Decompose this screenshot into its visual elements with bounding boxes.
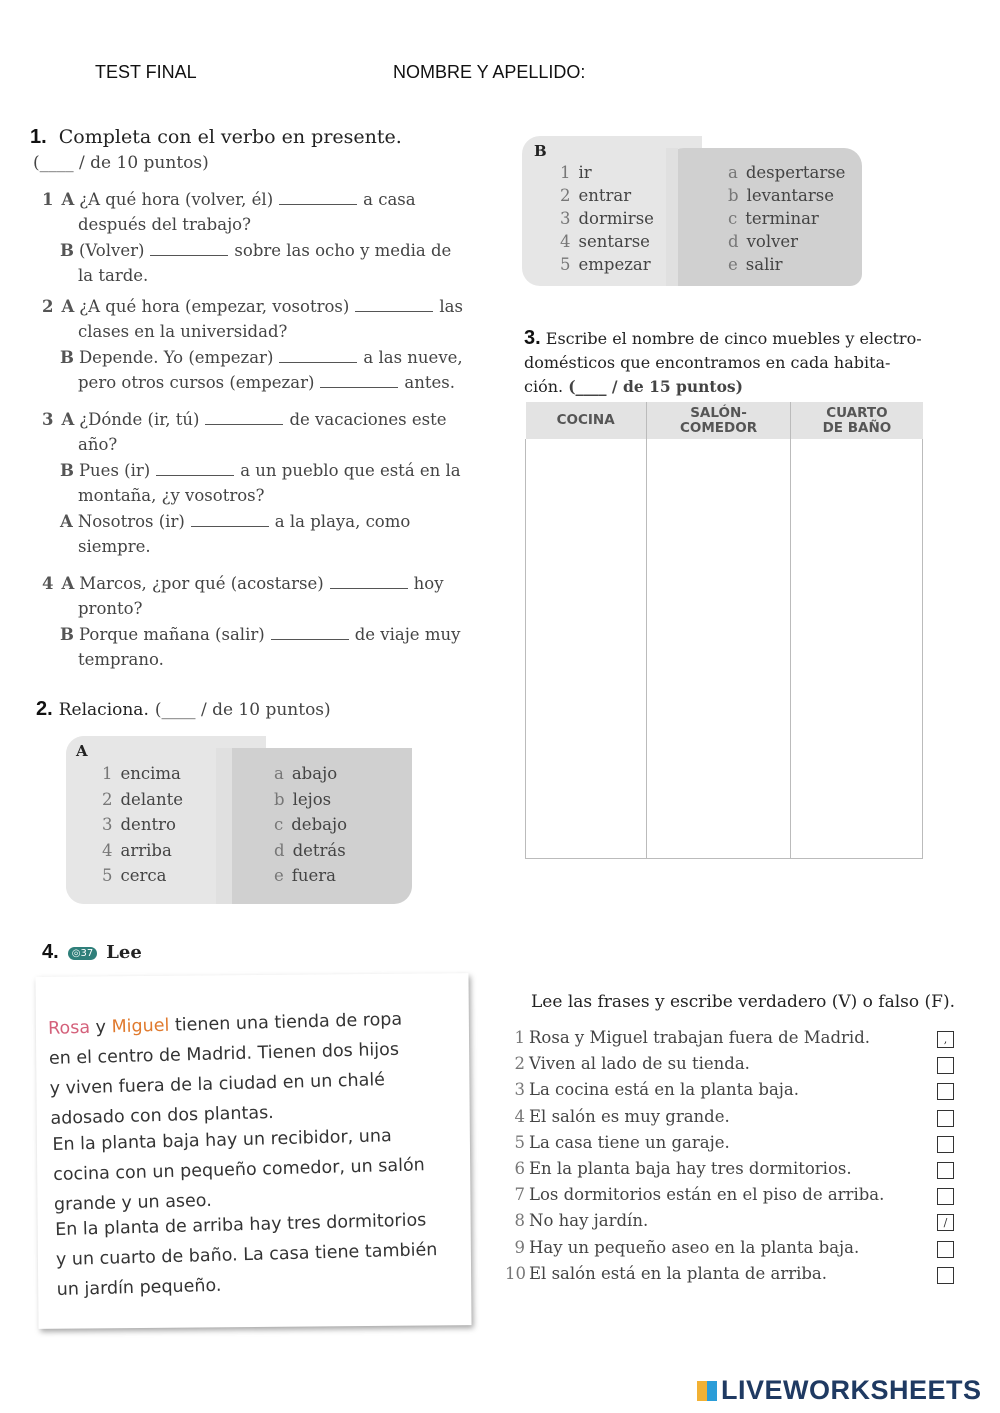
relation-word: abajo: [291, 764, 338, 783]
relation-item-right[interactable]: [728, 255, 783, 274]
ex1-line: [42, 571, 444, 596]
speaker: A: [60, 512, 73, 531]
vf-statement: [505, 1264, 827, 1283]
speaker: B: [60, 241, 74, 260]
brand-icon: [697, 1381, 717, 1401]
col-salon-b: COMEDOR: [679, 419, 758, 436]
box-a-label: A: [76, 742, 88, 760]
relation-key: 4: [560, 232, 571, 251]
sentence-text: ¿A qué hora (volver, él): [79, 190, 274, 209]
relation-item-right[interactable]: [728, 163, 845, 182]
sentence-text: de viaje muy: [354, 625, 461, 644]
ex1-line: [42, 294, 463, 319]
relation-word: delante: [120, 789, 183, 809]
relation-key: 5: [560, 255, 571, 274]
vf-checkbox[interactable]: /: [937, 1214, 954, 1231]
p2-line3: grande y un aseo.: [53, 1190, 213, 1215]
relation-key: 2: [102, 789, 113, 809]
relation-word: levantarse: [746, 186, 834, 205]
relation-item-right[interactable]: [274, 764, 337, 783]
speaker: A: [61, 190, 75, 209]
statement-text: Los dormitorios están en el piso de arriba.: [529, 1185, 885, 1205]
statement-text: Viven al lado de su tienda.: [529, 1054, 750, 1074]
ex1-line: [78, 212, 251, 237]
vf-checkbox[interactable]: [937, 1110, 954, 1127]
sentence-text: antes.: [404, 373, 455, 392]
relation-item-left[interactable]: [102, 764, 181, 783]
ex4-heading: [42, 941, 142, 964]
statement-number: 3: [514, 1080, 525, 1100]
name-label: NOMBRE Y APELLIDO:: [393, 62, 586, 82]
sentence-text: (Volver): [78, 241, 145, 260]
vf-checkbox[interactable]: [937, 1267, 954, 1284]
answer-cell-bano[interactable]: [791, 439, 923, 859]
statement-text: No hay jardín.: [529, 1211, 649, 1231]
relation-key: 5: [102, 866, 113, 885]
speaker: B: [60, 625, 74, 644]
ex2-number: 2.: [36, 698, 53, 720]
ex1-line: [78, 263, 148, 288]
sentence-text: Nosotros (ir): [77, 512, 185, 531]
statement-text: La cocina está en la planta baja.: [529, 1080, 799, 1100]
ex1-line: [78, 432, 117, 457]
relation-item-left[interactable]: [560, 163, 592, 182]
relation-item-right[interactable]: [728, 209, 819, 228]
relation-key: e: [728, 255, 738, 274]
item-number: 1: [42, 190, 54, 209]
ex2-points: (____ / de 10 puntos): [154, 700, 331, 720]
ex4-title: Lee: [106, 942, 142, 963]
ex1-title: Completa con el verbo en presente.: [58, 126, 402, 148]
relation-item-left[interactable]: [560, 209, 654, 228]
ex2-title: Relaciona.: [58, 700, 149, 720]
answer-blank[interactable]: [279, 348, 357, 363]
col-salon-a: SALÓN-: [690, 404, 747, 421]
answer-blank[interactable]: [279, 190, 357, 205]
ex2-heading: [36, 698, 331, 721]
statement-text: Hay un pequeño aseo en la planta baja.: [529, 1237, 860, 1257]
answer-blank[interactable]: [156, 461, 234, 476]
ex3-points: (____ / de 15 puntos): [568, 377, 743, 396]
relation-word: dentro: [120, 815, 176, 834]
p1-line2: en el centro de Madrid. Tienen dos hijos: [48, 1039, 400, 1069]
relation-key: 1: [560, 163, 571, 182]
ex1-line: [78, 647, 164, 672]
relation-word: volver: [746, 232, 799, 251]
answer-blank[interactable]: [320, 373, 398, 388]
speaker: A: [61, 410, 75, 429]
vf-checkbox[interactable]: [937, 1057, 954, 1074]
sentence-text: hoy: [413, 574, 444, 593]
ex1-line: [78, 483, 264, 508]
sentence-text: Depende. Yo (empezar): [78, 348, 274, 367]
relation-item-right[interactable]: [274, 815, 347, 834]
vf-statement: [505, 1054, 750, 1073]
relation-word: fuera: [291, 866, 336, 885]
relation-key: c: [728, 209, 738, 228]
ex1-line: [78, 370, 455, 395]
vf-checkbox[interactable]: [937, 1162, 954, 1179]
speaker: A: [61, 297, 75, 316]
reading-note: [35, 973, 471, 1329]
relation-key: 2: [560, 186, 571, 205]
vf-checkbox[interactable]: ,: [937, 1031, 954, 1048]
col-bano: [791, 402, 923, 439]
sentence-text: a casa: [363, 190, 416, 209]
sentence-text: Porque mañana (salir): [78, 625, 265, 644]
speaker: B: [60, 348, 74, 367]
ex1-line: [42, 407, 446, 432]
sentence-text: ¿A qué hora (empezar, vosotros): [79, 297, 350, 316]
relation-word: empezar: [578, 255, 651, 274]
sentence-text: de vacaciones este: [289, 410, 447, 429]
relation-item-right[interactable]: [274, 866, 336, 885]
sentence-text: sobre las ocho y media de: [234, 241, 452, 260]
relation-key: b: [728, 186, 739, 205]
relation-item-right[interactable]: [274, 790, 331, 809]
sentence-text: Pues (ir): [78, 461, 151, 480]
ex1-points: (____ / de 10 puntos): [33, 153, 209, 173]
relation-item-right[interactable]: [728, 186, 834, 205]
vf-statement: [505, 1159, 852, 1178]
answer-cell-salon[interactable]: [646, 439, 791, 859]
relation-item-right[interactable]: [274, 841, 346, 860]
relation-word: lejos: [292, 789, 332, 809]
item-number: 4: [42, 574, 54, 593]
ex1-line: [60, 458, 461, 483]
ex1-number: 1.: [30, 126, 47, 148]
p1-rest: tienen una tienda de ropa: [174, 1009, 403, 1036]
statement-text: La casa tiene un garaje.: [529, 1132, 730, 1152]
relation-key: e: [274, 866, 284, 885]
sentence-text: temprano.: [78, 650, 164, 669]
p1-y: y: [95, 1017, 107, 1038]
furniture-table: [525, 402, 923, 859]
relation-key: 3: [102, 815, 113, 834]
sentence-text: clases en la universidad?: [78, 322, 288, 341]
relation-item-right[interactable]: [728, 232, 798, 251]
statement-number: 9: [514, 1237, 525, 1257]
vf-checkbox[interactable]: [937, 1241, 954, 1258]
relation-word: despertarse: [745, 163, 846, 182]
relation-word: entrar: [578, 186, 632, 205]
statement-number: 1: [514, 1028, 525, 1047]
sentence-text: Marcos, ¿por qué (acostarse): [79, 574, 324, 593]
ex3-line3: ción.: [524, 377, 564, 396]
relation-item-left[interactable]: [102, 841, 172, 860]
ex3-number: 3.: [524, 327, 541, 349]
relation-word: cerca: [120, 866, 167, 885]
reading-p3: [55, 1205, 439, 1305]
relation-word: arriba: [120, 840, 172, 860]
p3-line1: En la planta de arriba hay tres dormitorios: [54, 1210, 427, 1241]
relation-item-left[interactable]: [560, 186, 631, 205]
name-miguel: Miguel: [111, 1015, 170, 1038]
ex3-line2: domésticos que encontramos en cada habita-: [524, 353, 891, 372]
statement-text: El salón es muy grande.: [529, 1106, 730, 1126]
sentence-text: año?: [78, 435, 118, 454]
box-b: [522, 136, 862, 286]
vf-statement: [505, 1107, 730, 1126]
p2-line1: En la planta baja hay un recibidor, una: [52, 1126, 392, 1155]
audio-icon[interactable]: ◎37: [68, 947, 97, 960]
brand-name: LIVEWORKSHEETS: [721, 1375, 982, 1405]
ex1-heading: [30, 126, 402, 149]
item-number: 3: [42, 410, 54, 429]
vf-instruction: Lee las frases y escribe verdadero (V) o falso (F).: [531, 992, 955, 1012]
sentence-text: después del trabajo?: [78, 215, 251, 234]
relation-key: 3: [560, 209, 571, 228]
sentence-text: siempre.: [78, 537, 151, 556]
statement-number: 5: [514, 1132, 525, 1152]
sentence-text: las: [439, 297, 463, 316]
relation-key: 4: [102, 840, 113, 860]
col-salon: [646, 402, 791, 439]
p1-line3: y viven fuera de la ciudad en un chalé: [49, 1070, 386, 1099]
sentence-text: ¿Dónde (ir, tú): [79, 410, 200, 429]
ex1-line: [60, 345, 463, 370]
sentence-text: pronto?: [78, 599, 143, 618]
brand-logo: [697, 1375, 982, 1406]
vf-statement: [505, 1211, 648, 1230]
sentence-text: montaña, ¿y vosotros?: [78, 486, 265, 505]
audio-track: 37: [80, 947, 94, 959]
statement-number: 7: [514, 1185, 525, 1205]
sentence-text: pero otros cursos (empezar): [78, 373, 315, 392]
relation-word: ir: [578, 163, 592, 182]
answer-blank[interactable]: [330, 574, 408, 589]
statement-number: 6: [514, 1159, 525, 1178]
vf-statement: [505, 1028, 870, 1047]
test-title: TEST FINAL: [95, 62, 197, 82]
item-number: 2: [42, 297, 54, 316]
ex1-line: [60, 622, 460, 647]
sentence-text: a la playa, como: [274, 512, 411, 531]
relation-item-left[interactable]: [102, 866, 166, 885]
relation-word: dormirse: [578, 209, 654, 228]
relation-word: debajo: [291, 815, 348, 834]
vf-checkbox[interactable]: [937, 1188, 954, 1205]
p1-line4: adosado con dos plantas.: [50, 1103, 275, 1129]
ex1-line: [78, 534, 151, 559]
reading-p1: [48, 1005, 405, 1134]
speaker: B: [60, 461, 74, 480]
relation-item-left[interactable]: [102, 815, 176, 834]
ex3-heading: [524, 326, 924, 399]
sentence-text: la tarde.: [78, 266, 149, 285]
relation-word: sentarse: [578, 232, 650, 251]
relation-word: terminar: [745, 209, 819, 228]
vf-statement: [505, 1238, 859, 1257]
vf-checkbox[interactable]: [937, 1083, 954, 1100]
statement-text: El salón está en la planta de arriba.: [529, 1263, 828, 1283]
relation-item-left[interactable]: [560, 255, 651, 274]
box-b-label: B: [534, 142, 547, 160]
relation-key: d: [728, 232, 739, 251]
relation-key: d: [274, 840, 285, 860]
box-a: [66, 736, 412, 904]
p3-line3: un jardín pequeño.: [56, 1275, 222, 1301]
ex1-line: [60, 509, 410, 534]
ex4-number: 4.: [42, 941, 59, 963]
speaker: A: [61, 574, 75, 593]
ex1-line: [78, 596, 142, 621]
col-bano-b: DE BAÑO: [822, 419, 892, 436]
relation-key: a: [728, 163, 738, 182]
ex3-line1: Escribe el nombre de cinco muebles y electro-: [545, 329, 922, 348]
relation-key: c: [274, 815, 284, 834]
answer-blank[interactable]: [191, 512, 269, 527]
sentence-text: a las nueve,: [363, 348, 463, 367]
relation-word: detrás: [292, 840, 346, 860]
relation-key: b: [274, 789, 285, 809]
sentence-text: a un pueblo que está en la: [240, 461, 461, 480]
statement-text: En la planta baja hay tres dormitorios.: [529, 1159, 852, 1178]
answer-blank[interactable]: [150, 241, 228, 256]
statement-number: 8: [514, 1211, 525, 1231]
p2-line2: cocina con un pequeño comedor, un salón: [52, 1155, 426, 1185]
answer-blank[interactable]: [271, 625, 349, 640]
relation-key: 1: [102, 764, 113, 783]
ex1-line: [60, 238, 451, 263]
vf-statement: [505, 1133, 730, 1152]
reading-p2: [52, 1120, 426, 1220]
ex1-line: [42, 187, 416, 212]
name-rosa: Rosa: [47, 1017, 91, 1039]
statement-number: 2: [514, 1054, 525, 1074]
answer-blank[interactable]: [205, 410, 283, 425]
statement-text: Rosa y Miguel trabajan fuera de Madrid.: [529, 1028, 871, 1047]
ex1-line: [78, 319, 287, 344]
relation-item-left[interactable]: [560, 232, 650, 251]
statement-number: 4: [514, 1106, 525, 1126]
answer-blank[interactable]: [355, 297, 433, 312]
p3-line2: y un cuarto de baño. La casa tiene también: [55, 1240, 438, 1271]
relation-word: encima: [120, 764, 181, 783]
statement-number: 10: [505, 1263, 526, 1283]
vf-checkbox[interactable]: [937, 1136, 954, 1153]
relation-key: a: [274, 764, 284, 783]
vf-statement: [505, 1185, 884, 1204]
col-bano-a: CUARTO: [826, 404, 888, 421]
vf-statement: [505, 1080, 799, 1099]
relation-item-left[interactable]: [102, 790, 183, 809]
relation-word: salir: [745, 255, 783, 274]
answer-cell-cocina[interactable]: [526, 439, 647, 859]
col-cocina: COCINA: [526, 402, 647, 439]
